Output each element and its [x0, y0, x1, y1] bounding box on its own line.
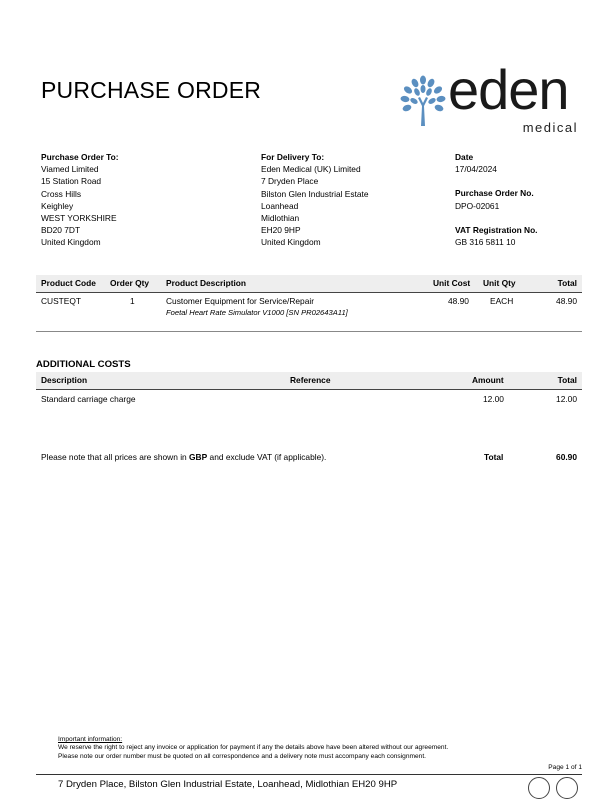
- address-line: Bilston Glen Industrial Estate: [261, 188, 369, 199]
- address-line: United Kingdom: [261, 237, 321, 248]
- row-description: Customer Equipment for Service/Repair: [166, 296, 315, 306]
- date-value: 17/04/2024: [455, 164, 497, 175]
- address-line: 15 Station Road: [41, 176, 102, 187]
- po-number-label: Purchase Order No.: [455, 188, 534, 199]
- col-unit-qty: Unit Qty: [483, 278, 516, 288]
- footer-note-line-2: Please note our order number must be quoted on all correspondence and a delivery note must accompany each consignment.: [58, 753, 427, 760]
- col-amount: Amount: [472, 375, 504, 385]
- currency-note-pre: Please note that all prices are shown in: [41, 452, 190, 462]
- address-line: 7 Dryden Place: [261, 176, 319, 187]
- address-line: BD20 7DT: [41, 225, 81, 236]
- additional-costs-title: ADDITIONAL COSTS: [36, 359, 131, 370]
- additional-costs-header: [36, 372, 582, 389]
- grand-total-value: 60.90: [556, 452, 577, 462]
- address-line: United Kingdom: [41, 237, 101, 248]
- currency-note-post: and exclude VAT (if applicable).: [207, 452, 327, 462]
- table-row: [36, 394, 582, 408]
- row-order-qty: 1: [130, 296, 135, 306]
- address-line: WEST YORKSHIRE: [41, 213, 117, 224]
- po-number-value: DPO-02061: [455, 200, 500, 211]
- logo-wordmark: eden: [448, 58, 569, 121]
- table-divider: [36, 389, 582, 390]
- col-total: Total: [557, 278, 577, 288]
- footer-note-line-1: We reserve the right to reject any invoice or application for payment if any the details above have been altered without our agreement.: [58, 744, 449, 751]
- footer-rule: [36, 774, 582, 775]
- iso-badge-icon: [556, 777, 578, 799]
- address-line: Cross Hills: [41, 188, 82, 199]
- cost-amount: 12.00: [483, 394, 504, 404]
- vat-label: VAT Registration No.: [455, 224, 538, 235]
- row-description-note: Foetal Heart Rate Simulator V1000 [SN PR02643A11]: [166, 308, 348, 317]
- important-label: Important information:: [58, 736, 123, 743]
- purchase-order-to-label: Purchase Order To:: [41, 152, 119, 162]
- page-number: Page 1 of 1: [548, 764, 582, 771]
- row-unit-qty: EACH: [490, 296, 514, 306]
- col-unit-cost: Unit Cost: [433, 278, 471, 288]
- items-table-header: [36, 275, 582, 292]
- table-bottom-rule: [36, 331, 582, 332]
- col-description: Description: [41, 375, 88, 385]
- footer-address: 7 Dryden Place, Bilston Glen Industrial Estate, Loanhead, Midlothian EH20 9HP: [58, 779, 398, 790]
- order-meta: [455, 151, 585, 248]
- row-total: 48.90: [556, 296, 577, 306]
- delivery-to: [261, 151, 461, 249]
- address-line: Eden Medical (UK) Limited: [261, 164, 361, 175]
- cost-total: 12.00: [556, 394, 577, 404]
- address-line: Viamed Limited: [41, 164, 99, 175]
- col-total: Total: [557, 375, 577, 385]
- address-line: Loanhead: [261, 200, 299, 211]
- vat-value: GB 316 5811 10: [455, 237, 516, 248]
- currency-note: [41, 451, 326, 463]
- table-divider: [36, 292, 582, 293]
- certification-badge-icon: [528, 777, 550, 799]
- table-row: [36, 296, 582, 326]
- date-label: Date: [455, 152, 474, 162]
- col-product-code: Product Code: [41, 278, 96, 288]
- cost-description: Standard carriage charge: [41, 394, 136, 404]
- page-title: PURCHASE ORDER: [41, 77, 262, 103]
- address-line: Keighley: [41, 200, 74, 211]
- purchase-order-to: [41, 151, 241, 249]
- col-product-description: Product Description: [166, 278, 247, 288]
- currency-code: GBP: [189, 452, 208, 462]
- delivery-to-label: For Delivery To:: [261, 152, 325, 162]
- logo-subtitle: medical: [522, 120, 578, 135]
- tree-icon: [398, 74, 448, 130]
- eden-medical-logo: [396, 58, 582, 138]
- col-order-qty: Order Qty: [110, 278, 150, 288]
- row-unit-cost: 48.90: [448, 296, 469, 306]
- address-line: Midlothian: [261, 213, 300, 224]
- col-reference: Reference: [290, 375, 331, 385]
- grand-total-label: Total: [484, 452, 504, 462]
- row-product-code: CUSTEQT: [41, 296, 82, 306]
- address-line: EH20 9HP: [261, 225, 301, 236]
